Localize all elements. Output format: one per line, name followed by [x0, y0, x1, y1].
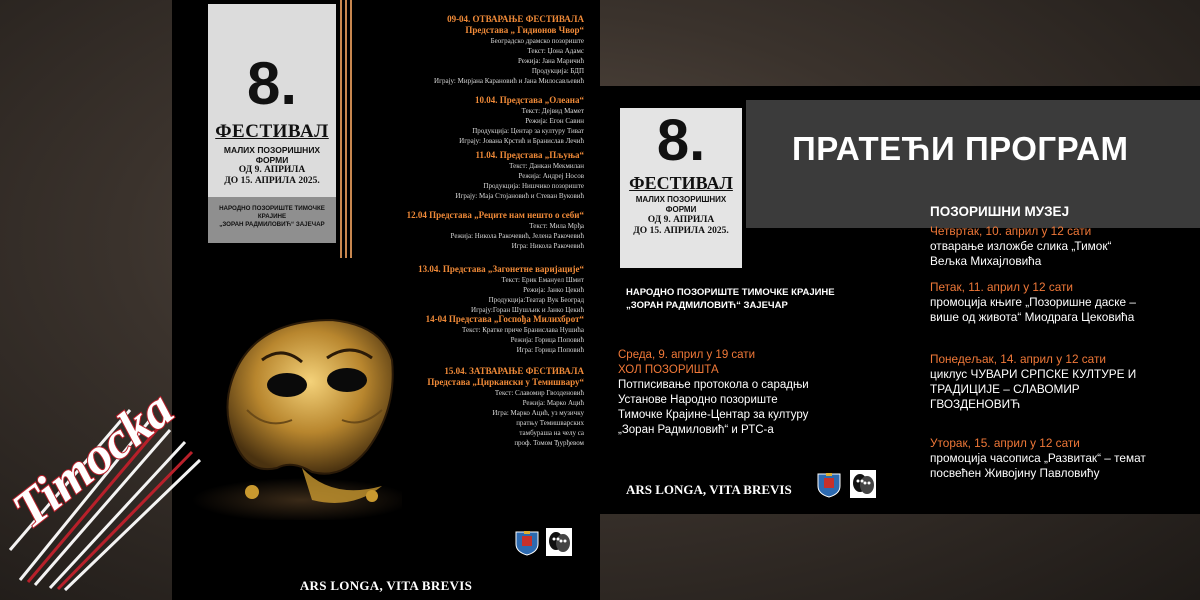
- left-poster: [172, 0, 600, 600]
- program-title: 10.04. Представа „Олеана“: [474, 95, 584, 105]
- program-line: Београдско драмско позориште: [490, 37, 584, 45]
- city-coat-of-arms-icon: [514, 528, 540, 556]
- event-date: Петак, 11. април у 12 сати: [930, 280, 1074, 294]
- program-title: 15.04. ЗАТВАРАЊЕ ФЕСТИВАЛА: [444, 366, 584, 376]
- program-line: Режија: Егон Савин: [525, 117, 584, 125]
- program-line: Игра: Марко Ацић, уз музичку: [492, 409, 584, 417]
- right-festival-logo-box: [620, 108, 742, 268]
- museum-event: [930, 224, 1192, 269]
- program-line: Играју: Мирјана Карановић и Јана Милосављевић: [434, 77, 584, 85]
- theatre-name-line1: НАРОДНО ПОЗОРИШТЕ ТИМОЧКЕ КРАЈИНЕ: [219, 205, 325, 220]
- program-line: Режија: Јана Маричић: [517, 57, 584, 65]
- event-date: Четвртак, 10. април у 12 сати: [930, 224, 1092, 238]
- date-to: ДО 15. АПРИЛА 2025.: [633, 226, 729, 236]
- city-coat-of-arms-icon: [816, 470, 842, 498]
- watermark-text: Timocka: [2, 380, 184, 540]
- program-title: 12.04 Представа „Реците нам нешто о себи“: [406, 210, 584, 220]
- event-line: промоција књиге „Позоришне даске –: [930, 295, 1136, 309]
- festival-word: ФЕСТИВАЛ: [215, 121, 329, 142]
- program-line: Текст: Џона Адамс: [527, 47, 584, 55]
- forms-line: МАЛИХ ПОЗОРИШНИХ ФОРМИ: [635, 195, 727, 214]
- event-line: промоција часописа „Развитак“ – темат: [930, 451, 1146, 465]
- right-poster: [600, 86, 1200, 514]
- right-footer-motto: ARS LONGA, VITA BREVIS: [626, 482, 792, 497]
- program-entry: [334, 210, 584, 251]
- event-line: циклус ЧУВАРИ СРПСКЕ КУЛТУРЕ И: [930, 367, 1137, 381]
- program-line: Текст: Данкан Мекмилан: [509, 162, 584, 170]
- accompanying-program-title: ПРАТЕЋИ ПРОГРАМ: [792, 130, 1129, 167]
- program-line: Текст: Мила Мрђа: [529, 222, 584, 230]
- date-to: ДО 15. АПРИЛА 2025.: [224, 176, 320, 186]
- program-line: Режија: Андреј Носов: [518, 172, 584, 180]
- program-line: тамбураша на челу са: [519, 429, 584, 437]
- event-line: Потписивање протокола о сарадњи: [618, 379, 809, 391]
- date-from: ОД 9. АПРИЛА: [647, 215, 715, 225]
- event-date: Среда, 9. април у 19 сати: [618, 349, 755, 361]
- theatre-name: [626, 286, 835, 312]
- event-line: ГВОЗДЕНОВИЋ: [930, 397, 1021, 411]
- program-line: Режија: Горица Поповић: [510, 336, 584, 344]
- museum-event: [930, 436, 1192, 481]
- event-line: Установе Народно позориште: [618, 394, 778, 406]
- program-line: Продукција:Театар Вук Београд: [488, 296, 584, 304]
- program-line: Продукција: БДП: [531, 67, 584, 75]
- program-line: Режија: Марко Ацић: [522, 399, 584, 407]
- event-line: посвећен Живојину Павловићу: [930, 466, 1100, 480]
- program-line: Продукција: Центар за културу Тиват: [472, 127, 584, 135]
- event-line: Тимочке Крајине-Центар за културу: [618, 409, 809, 421]
- event-line: отварање изложбе слика „Тимок“: [930, 239, 1112, 253]
- program-line: Текст: Дејвид Мамет: [521, 107, 584, 115]
- festival-word: ФЕСТИВАЛ: [629, 173, 733, 193]
- main-event: [618, 348, 858, 438]
- program-line: Продукција: Нишчико позориште: [483, 182, 584, 190]
- program-subtitle: Представа „ Гидионов Чвор“: [465, 25, 584, 35]
- program-title: 09-04. ОТВАРАЊЕ ФЕСТИВАЛА: [447, 14, 584, 24]
- program-line: Играју: Маја Стојановић и Стеван Вуковић: [455, 192, 584, 200]
- event-date: Понедељак, 14. април у 12 сати: [930, 352, 1106, 366]
- program-line: Игра: Горица Поповић: [516, 346, 584, 354]
- event-line: „Зоран Радмиловић“ и РТС-а: [618, 424, 774, 436]
- program-entry: [334, 150, 584, 201]
- event-line: ТРАДИЦИЈЕ – СЛАВОМИР: [930, 382, 1080, 396]
- program-title: 14-04 Представа „Госпођа Милихброт“: [425, 314, 584, 324]
- museum-event: [930, 352, 1192, 412]
- program-line: Играју:Горан Шушљик и Јанко Цекић: [471, 306, 584, 314]
- forms-line: МАЛИХ ПОЗОРИШНИХ ФОРМИ: [223, 145, 321, 165]
- program-title: 13.04. Представа „Загонетне варијације“: [418, 264, 584, 274]
- right-logos: [816, 470, 876, 498]
- festival-number: 8.: [656, 108, 706, 173]
- program-line: Игра: Никола Ракочевић: [511, 242, 584, 250]
- museum-event: [930, 280, 1192, 325]
- program-line: Играју: Јована Крстић и Бранислав Лечић: [459, 137, 584, 145]
- theatre-masks-icon: [546, 528, 572, 556]
- timocka-watermark-logo: [0, 380, 230, 600]
- theatre-name-line2: „ЗОРАН РАДМИЛОВИЋ“ ЗАЈЕЧАР: [219, 221, 325, 228]
- program-title: 11.04. Представа „Пљуња“: [475, 150, 584, 160]
- program-subtitle: Представа „Циркански у Темишвару“: [427, 377, 584, 387]
- program-line: Режија: Јанко Цекић: [523, 286, 584, 294]
- event-line: Вељка Михајловића: [930, 254, 1042, 268]
- program-entry: [334, 14, 584, 86]
- event-location: ХОЛ ПОЗОРИШТА: [618, 364, 719, 376]
- program-line: проф. Томом Ђурђевом: [514, 439, 584, 447]
- theatre-name-line1: НАРОДНО ПОЗОРИШТЕ ТИМОЧКЕ КРАЈИНЕ: [626, 287, 835, 298]
- event-date: Уторак, 15. април у 12 сати: [930, 436, 1080, 450]
- event-line: више од живота“ Миодрага Цековића: [930, 310, 1135, 324]
- program-entry: [334, 95, 584, 146]
- theatre-name-line2: „ЗОРАН РАДМИЛОВИЋ“ ЗАЈЕЧАР: [626, 300, 788, 311]
- program-line: Текст: Ерик Емануел Шмит: [501, 276, 584, 284]
- program-line: Режија: Никола Ракочевић, Јелена Ракочевић: [450, 232, 584, 240]
- left-logos: [514, 528, 572, 556]
- left-footer-motto: ARS LONGA, VITA BREVIS: [299, 578, 473, 593]
- festival-number: 8.: [246, 50, 298, 117]
- date-from: ОД 9. АПРИЛА: [238, 165, 306, 175]
- program-line: Текст: Славомир Гвозденовић: [494, 389, 584, 397]
- program-line: Текст: Кратке приче Бранислава Нушића: [461, 326, 584, 334]
- program-line: пратњу Темишварских: [516, 419, 584, 427]
- theatre-masks-icon: [850, 470, 876, 498]
- museum-title: ПОЗОРИШНИ МУЗЕЈ: [930, 204, 1070, 219]
- theatre-name: [210, 205, 334, 229]
